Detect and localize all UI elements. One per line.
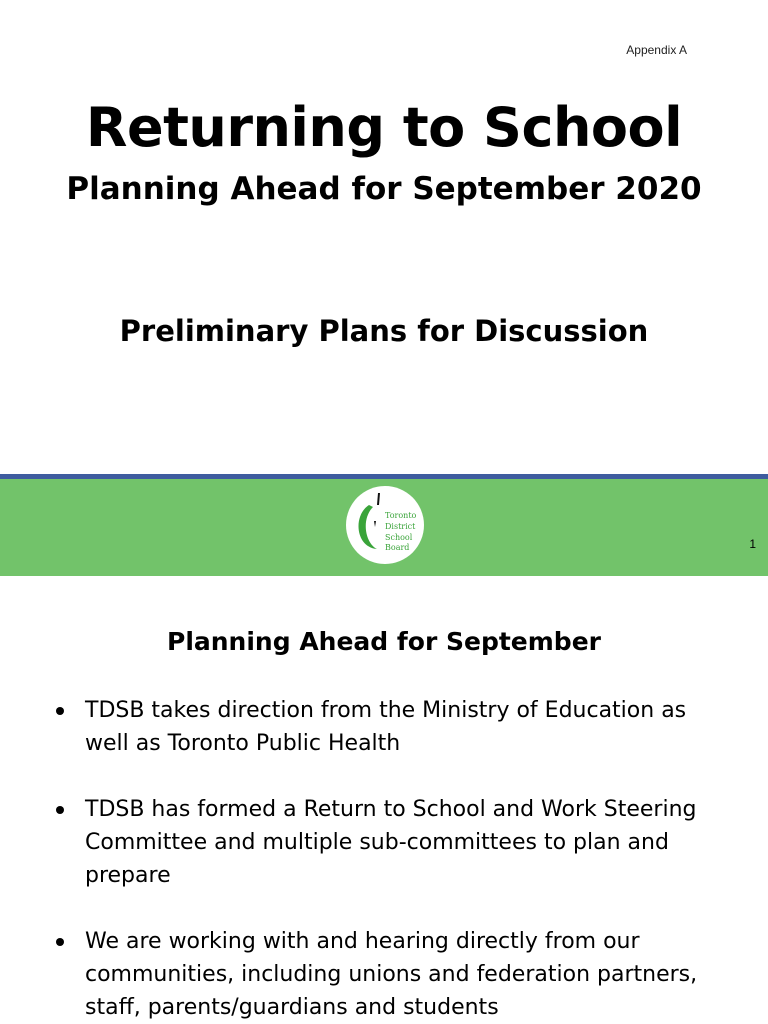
content-slide bbox=[0, 576, 768, 1024]
bullet-line: well as Toronto Public Health bbox=[85, 731, 401, 756]
bullet-dot-icon bbox=[56, 806, 64, 814]
appendix-label: Appendix A bbox=[626, 43, 687, 57]
page-number: 1 bbox=[749, 537, 756, 551]
subtitle: Planning Ahead for September 2020 bbox=[66, 171, 702, 207]
bullet-dot-icon bbox=[56, 707, 64, 715]
bullet-list bbox=[0, 694, 768, 1024]
bullet-item bbox=[0, 793, 768, 892]
bullet-line: prepare bbox=[85, 863, 171, 888]
bullet-dot-icon bbox=[56, 938, 64, 946]
logo-text-line-2: District bbox=[385, 522, 416, 531]
tdsb-logo bbox=[345, 485, 425, 565]
bullet-line: communities, including unions and federation partners, bbox=[85, 962, 698, 987]
logo-text-line-4: Board bbox=[385, 543, 410, 552]
discussion-heading: Preliminary Plans for Discussion bbox=[119, 314, 649, 348]
main-title: Returning to School bbox=[85, 96, 683, 159]
logo-text-line-3: School bbox=[385, 533, 413, 542]
bullet-item bbox=[0, 925, 768, 1024]
bullet-item bbox=[0, 694, 768, 760]
bullet-line: Committee and multiple sub-committees to plan and bbox=[85, 830, 669, 855]
slide-title: Planning Ahead for September bbox=[167, 627, 601, 656]
bullet-line: TDSB has formed a Return to School and Work Steering bbox=[85, 797, 697, 822]
logo-text-line-1: Toronto bbox=[385, 511, 417, 520]
bullet-line: TDSB takes direction from the Ministry of Education as bbox=[85, 698, 687, 723]
bullet-line: We are working with and hearing directly from our bbox=[85, 929, 640, 954]
bullet-line: staff, parents/guardians and students bbox=[85, 995, 499, 1020]
